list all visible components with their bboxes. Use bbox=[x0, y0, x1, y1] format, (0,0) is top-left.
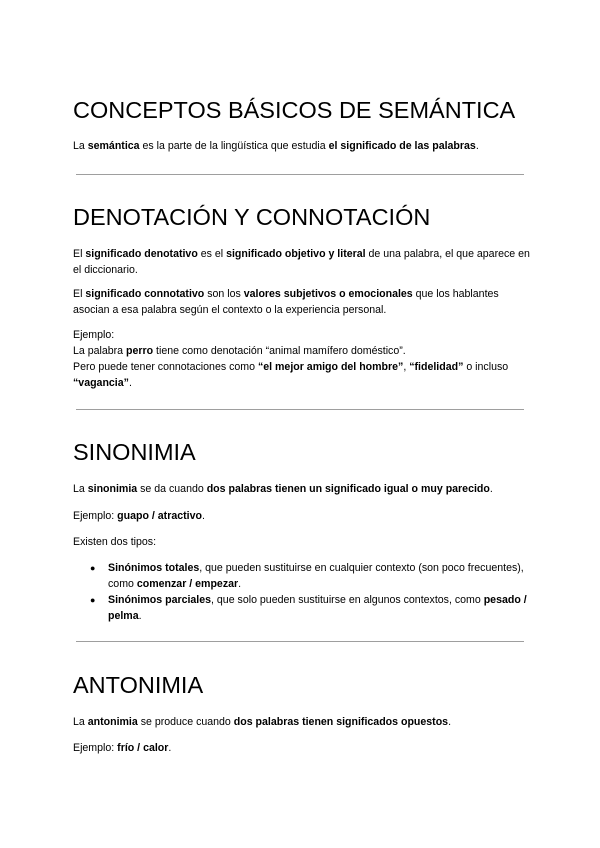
bullet-icon: ● bbox=[90, 595, 96, 605]
bold-text: significado denotativo bbox=[85, 248, 198, 260]
paragraph-ejemplo-antonimia bbox=[73, 740, 533, 756]
text-run: , bbox=[403, 361, 410, 373]
bold-text: Sinónimos parciales bbox=[108, 594, 212, 606]
example-line-perro bbox=[73, 343, 533, 359]
example-label: Ejemplo: bbox=[73, 329, 115, 341]
text-run: El bbox=[73, 248, 86, 260]
text-run: de una palabra, el que aparece en el diccionario. bbox=[73, 248, 530, 276]
example-line-connotaciones bbox=[73, 359, 533, 391]
paragraph-semantica bbox=[73, 138, 533, 154]
text-run: Ejemplo: bbox=[73, 510, 118, 522]
text-run: , que solo pueden sustituirse en algunos contextos, como bbox=[211, 594, 484, 606]
text-run: tiene como denotación “animal mamífero doméstico”. bbox=[153, 345, 406, 357]
bold-text: Sinónimos totales bbox=[108, 562, 200, 574]
bold-text: antonimia bbox=[87, 716, 138, 728]
bold-text: pesado / pelma bbox=[108, 594, 527, 622]
bold-text: dos palabras tienen significados opuestos bbox=[233, 716, 449, 728]
list-item-sinonimos-totales bbox=[73, 560, 533, 592]
section-divider bbox=[76, 409, 524, 410]
text-run: , que pueden sustituirse en cualquier contexto (son poco frecuentes), como bbox=[108, 562, 524, 590]
text-run: es el bbox=[197, 248, 227, 260]
list-item-text bbox=[108, 562, 524, 590]
bold-text: significado objetivo y literal bbox=[226, 248, 366, 260]
text-run: se produce cuando bbox=[137, 716, 234, 728]
text-run: . bbox=[128, 377, 132, 389]
text-run: son los bbox=[204, 288, 244, 300]
bold-text: “fidelidad” bbox=[409, 361, 464, 373]
bullet-icon: ● bbox=[90, 563, 96, 573]
bold-text: sinonimia bbox=[87, 483, 138, 495]
paragraph-ejemplo-sinonimia bbox=[73, 508, 533, 524]
heading-conceptos-basicos: CONCEPTOS BÁSICOS DE SEMÁNTICA bbox=[73, 97, 516, 123]
paragraph-denotativo bbox=[73, 246, 533, 278]
paragraph-tipos: Existen dos tipos: bbox=[73, 536, 157, 548]
paragraph-antonimia bbox=[73, 714, 533, 730]
bold-text: “vagancia” bbox=[73, 377, 129, 389]
text-run: Pero puede tener connotaciones como bbox=[73, 361, 258, 373]
bold-text: “el mejor amigo del hombre” bbox=[257, 361, 404, 373]
bold-text: significado connotativo bbox=[85, 288, 205, 300]
list-item-sinonimos-parciales bbox=[73, 592, 533, 624]
text-run: La bbox=[73, 140, 88, 152]
text-run: La bbox=[73, 483, 88, 495]
text-run: que los hablantes asocian a esa palabra según el contexto o la experiencia personal. bbox=[73, 288, 499, 316]
text-run: . bbox=[489, 483, 493, 495]
text-run: La palabra bbox=[73, 345, 127, 357]
text-run: . bbox=[201, 510, 205, 522]
heading-denotacion-connotacion: DENOTACIÓN Y CONNOTACIÓN bbox=[73, 204, 431, 230]
text-run: . bbox=[238, 578, 242, 590]
text-run: Ejemplo: bbox=[73, 742, 118, 754]
bold-text: guapo / atractivo bbox=[117, 510, 202, 522]
bold-text: valores subjetivos o emocionales bbox=[243, 288, 413, 300]
paragraph-sinonimia bbox=[73, 481, 533, 497]
text-run: El bbox=[73, 288, 86, 300]
bold-text: comenzar / empezar bbox=[136, 578, 239, 590]
section-divider bbox=[76, 174, 524, 175]
list-item-text bbox=[108, 594, 527, 622]
bold-text: el significado de las palabras bbox=[328, 140, 476, 152]
bold-text: semántica bbox=[87, 140, 140, 152]
text-run: o incluso bbox=[463, 361, 509, 373]
text-run: . bbox=[138, 610, 142, 622]
bold-text: frío / calor bbox=[117, 742, 169, 754]
section-divider bbox=[76, 641, 524, 642]
text-run: es la parte de la lingüística que estudia bbox=[139, 140, 329, 152]
text-run: se da cuando bbox=[137, 483, 207, 495]
heading-antonimia: ANTONIMIA bbox=[73, 672, 204, 698]
sinonimos-list bbox=[73, 560, 533, 624]
bold-text: perro bbox=[126, 345, 154, 357]
text-run: La bbox=[73, 716, 88, 728]
text-run: . bbox=[168, 742, 172, 754]
bold-text: dos palabras tienen un significado igual o muy parecido bbox=[206, 483, 490, 495]
text-run: . bbox=[475, 140, 479, 152]
example-block bbox=[73, 327, 533, 391]
paragraph-connotativo bbox=[73, 286, 533, 318]
text-run: . bbox=[448, 716, 452, 728]
heading-sinonimia: SINONIMIA bbox=[73, 439, 196, 465]
